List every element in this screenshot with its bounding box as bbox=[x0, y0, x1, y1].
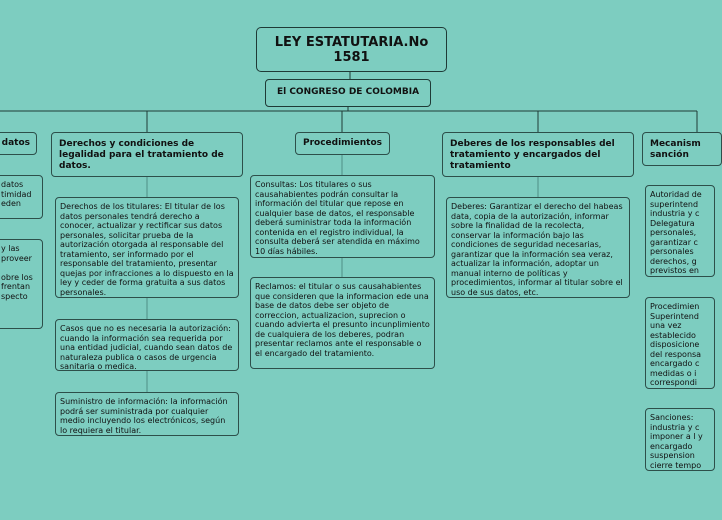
subtitle-node[interactable]: El CONGRESO DE COLOMBIA bbox=[265, 79, 431, 107]
root-title[interactable]: LEY ESTATUTARIA.No 1581 bbox=[256, 27, 447, 72]
leaf-suministro-informacion[interactable]: Suministro de información: la información podrá ser suministrada por cualquier medio incluyendo los electrónicos, según lo requiera el titular. bbox=[55, 392, 239, 436]
branch-derechos[interactable]: Derechos y condiciones de legalidad para el tratamiento de datos. bbox=[51, 132, 243, 177]
leaf-datos-1[interactable]: datos timidad eden bbox=[0, 175, 43, 219]
leaf-procedimiento[interactable]: Procedimien Superintend una vez establecido disposicione del responsa encargado c medidas o i correspondi bbox=[645, 297, 715, 389]
leaf-reclamos[interactable]: Reclamos: el titular o sus causahabientes que consideren que la informacion ede una base de datos debe ser objeto de correccion, actualizacion, suprecion o cuando advierta el presunto incunplimiento de cualquiera de los deberes, podran presentar reclamos ante el responsable o el encargado del tratamiento. bbox=[250, 277, 435, 369]
leaf-deberes[interactable]: Deberes: Garantizar el derecho del habeas data, copia de la autorización, informar sobre la finalidad de la recolecta, conservar la información bajo las condiciones de seguridad necesarias, garantizar que la información sea veraz, actualizar la información, adoptar un manual interno de políticas y procedimientos, informar al titular sobre el uso de sus datos, etc. bbox=[446, 197, 630, 298]
leaf-datos-2[interactable]: y las proveer obre los frentan specto bbox=[0, 239, 43, 329]
leaf-sanciones[interactable]: Sanciones: industria y c imponer a l y encargado suspension cierre tempo bbox=[645, 408, 715, 471]
leaf-derechos-titulares[interactable]: Derechos de los titulares: El titular de los datos personales tendrá derecho a conocer, actualizar y rectificar sus datos personales, solicitar prueba de la autorización otorgada al responsable del tratamiento, ser informado por el responsable del tratamiento, presentar quejas por infracciones a lo dispuesto en la ley y ceder de forma gratuita a sus datos personales. bbox=[55, 197, 239, 298]
leaf-casos-autorizacion[interactable]: Casos que no es necesaria la autorización: cuando la información sea requerida por una entidad judicial, cuando sean datos de naturaleza publica o casos de urgencia sanitaria o medica. bbox=[55, 319, 239, 371]
leaf-autoridad[interactable]: Autoridad de superintend industria y c Delegatura personales, garantizar c personales derechos, g previstos en bbox=[645, 185, 715, 277]
branch-deberes[interactable]: Deberes de los responsables del tratamiento y encargados del tratamiento bbox=[442, 132, 634, 177]
branch-datos[interactable]: datos bbox=[0, 132, 37, 155]
branch-mecanismos[interactable]: Mecanism sanción bbox=[642, 132, 722, 166]
branch-procedimientos[interactable]: Procedimientos bbox=[295, 132, 390, 155]
leaf-consultas[interactable]: Consultas: Los titulares o sus causahabientes podrán consultar la información del titular que repose en cualquier base de datos, el responsable deberá suministrar toda la información contenida en el registro individual, la consulta deberá ser atendida en máximo 10 días hábiles. bbox=[250, 175, 435, 258]
